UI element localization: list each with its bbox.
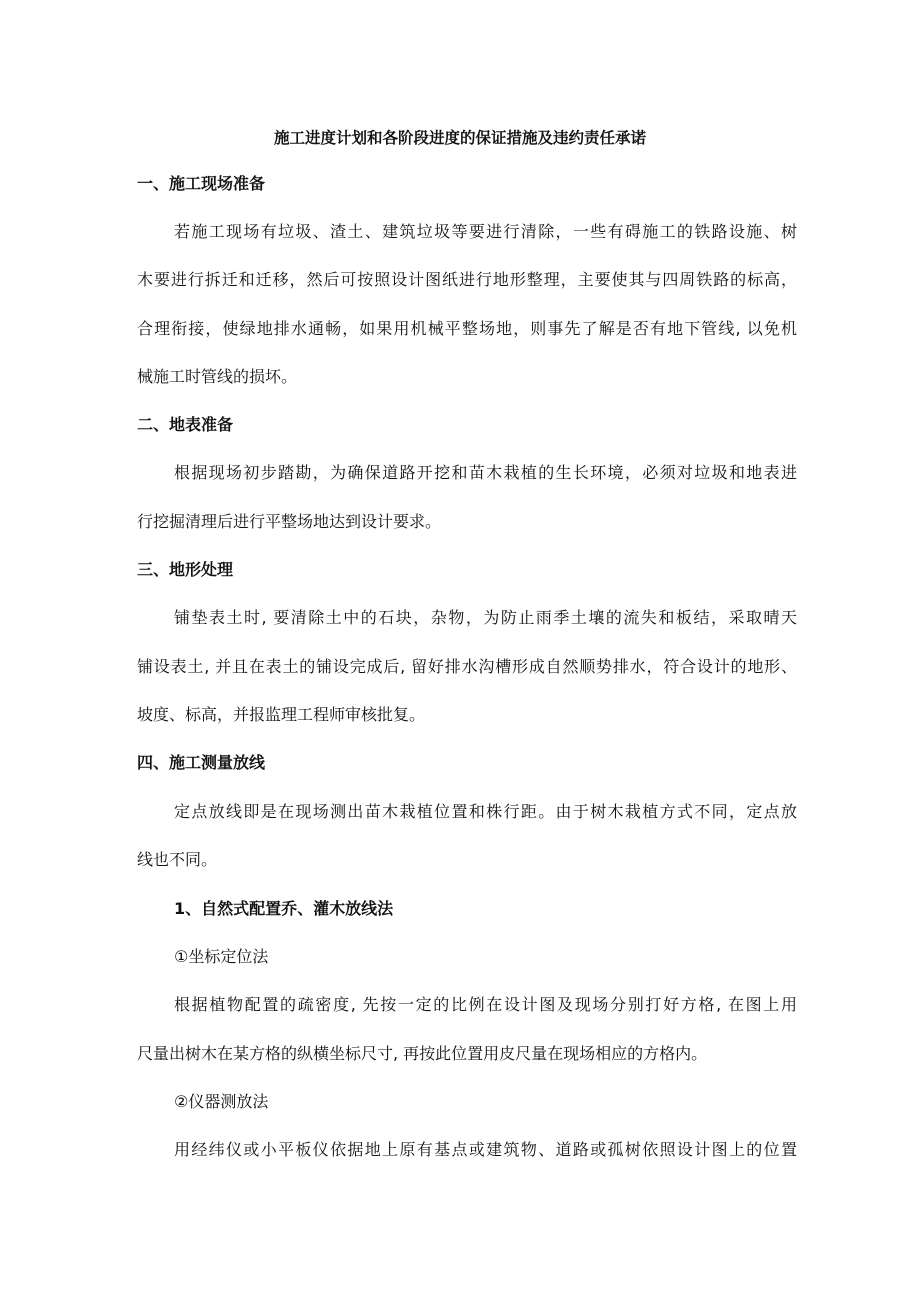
paragraph-line: 木要进行拆迁和迁移，然后可按照设计图纸进行地形整理，主要使其与四周铁路的标高， <box>137 270 797 289</box>
section-heading-site-preparation: 一、施工现场准备 <box>137 174 266 193</box>
paragraph-line: 铺设表土, 并且在表土的铺设完成后, 留好排水沟槽形成自然顺势排水，符合设计的地形、 <box>137 657 797 676</box>
paragraph-line: 坡度、标高，并报监理工程师审核批复。 <box>137 705 426 724</box>
paragraph-line: 铺垫表土时, 要清除土中的石块，杂物，为防止雨季土壤的流失和板结，采取晴天 <box>174 608 797 627</box>
section-heading-surface-preparation: 二、地表准备 <box>137 415 234 434</box>
paragraph-line: 合理衔接，使绿地排水通畅，如果用机械平整场地，则事先了解是否有地下管线, 以免机 <box>137 319 797 338</box>
method-heading-coordinate: ①坐标定位法 <box>174 947 269 966</box>
paragraph-line: 根据植物配置的疏密度, 先按一定的比例在设计图及现场分别打好方格, 在图上用 <box>174 995 797 1014</box>
paragraph-line: 线也不同。 <box>137 850 218 869</box>
document-title: 施工进度计划和各阶段进度的保证措施及违约责任承诺 <box>273 129 646 147</box>
paragraph-line: 械施工时管线的损坏。 <box>137 367 298 386</box>
paragraph-line: 根据现场初步踏勘，为确保道路开挖和苗木栽植的生长环境，必须对垃圾和地表进 <box>174 463 797 482</box>
section-heading-terrain-treatment: 三、地形处理 <box>137 560 234 579</box>
paragraph-line: 若施工现场有垃圾、渣土、建筑垃圾等要进行清除，一些有碍施工的铁路设施、树 <box>174 222 797 241</box>
method-heading-instrument: ②仪器测放法 <box>174 1092 269 1111</box>
paragraph-line: 用经纬仪或小平板仪依据地上原有基点或建筑物、道路或孤树依照设计图上的位置 <box>174 1140 797 1159</box>
paragraph-line: 尺量出树木在某方格的纵横坐标尺寸, 再按此位置用皮尺量在现场相应的方格内。 <box>137 1044 708 1063</box>
paragraph-line: 行挖掘清理后进行平整场地达到设计要求。 <box>137 512 442 531</box>
paragraph-line: 定点放线即是在现场测出苗木栽植位置和株行距。由于树木栽植方式不同，定点放 <box>174 802 797 821</box>
section-heading-survey-layout: 四、施工测量放线 <box>137 753 266 772</box>
subsection-heading-natural-layout: 1、自然式配置乔、灌木放线法 <box>174 899 394 918</box>
